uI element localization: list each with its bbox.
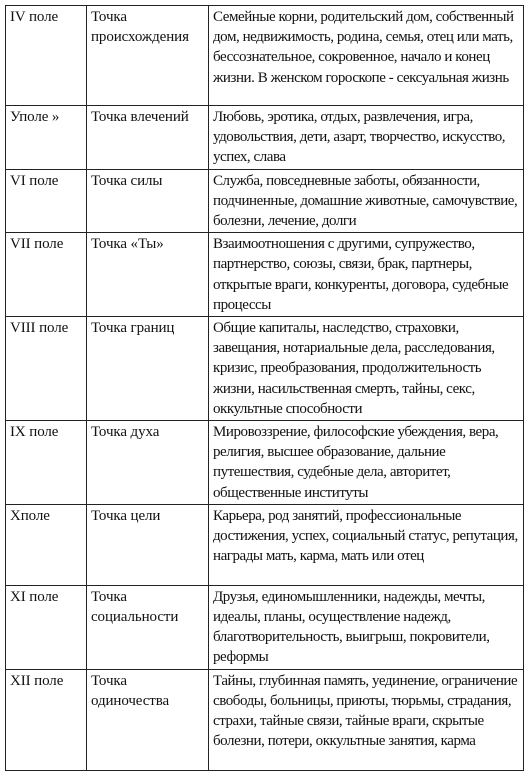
description-cell: Служба, повседневные заботы, обязанности, подчиненные, домашние животные, самочувствие, болезни, лечение, долги [209,169,524,233]
table-row [6,421,524,505]
house-cell: VIII поле [6,317,87,421]
table-row [6,106,524,170]
table-row [6,317,524,421]
house-cell: Уполе » [6,106,87,170]
houses-table [5,5,524,771]
house-cell: VII поле [6,233,87,317]
description-cell: Общие капиталы, наследство, страховки, завещания, нотариальные дела, расследования, кризис, преобразования, продолжительность жизни, насильственная смерть, тайны, секс, оккультные способности [209,317,524,421]
description-cell: Тайны, глубинная память, уединение, ограничение свободы, больницы, приюты, тюрьмы, страдания, страхи, тайные связи, тайные враги, скрытые болезни, потери, оккультные занятия, карма [209,669,524,770]
table-row [6,669,524,770]
description-cell: Мировоззрение, философские убеждения, вера, религия, высшее образование, дальние путешествия, судебные дела, авторитет, общественные институты [209,421,524,505]
point-cell: Точка «Ты» [87,233,209,317]
description-cell: Друзья, единомышленники, надежды, мечты, идеалы, планы, осуществление надежд, благотворительность, выигрыш, покровители, реформы [209,585,524,669]
point-cell: Точка цели [87,504,209,585]
table-row [6,6,524,106]
point-cell: Точка социальности [87,585,209,669]
house-cell: XI поле [6,585,87,669]
house-cell: IX поле [6,421,87,505]
house-cell: VI поле [6,169,87,233]
point-cell: Точка границ [87,317,209,421]
point-cell: Точка влечений [87,106,209,170]
point-cell: Точка одиночества [87,669,209,770]
point-cell: Точка происхождения [87,6,209,106]
house-cell: Хполе [6,504,87,585]
table-row [6,169,524,233]
table-row [6,233,524,317]
table-row [6,585,524,669]
point-cell: Точка духа [87,421,209,505]
description-cell: Взаимоотношения с другими, супружество, партнерство, союзы, связи, брак, партнеры, открытые враги, конкуренты, договора, судебные процессы [209,233,524,317]
description-cell: Карьера, род занятий, профессиональные достижения, успех, социальный статус, репутация, награды мать, карма, мать или отец [209,504,524,585]
house-cell: IV поле [6,6,87,106]
table-row [6,504,524,585]
house-cell: XII поле [6,669,87,770]
description-cell: Семейные корни, родительский дом, собственный дом, недвижимость, родина, семья, отец или мать, бессознательное, сокровенное, начало и конец жизни. В женском гороскопе - сексуальная жизнь [209,6,524,106]
description-cell: Любовь, эротика, отдых, развлечения, игра, удовольствия, дети, азарт, творчество, искусство, успех, слава [209,106,524,170]
point-cell: Точка силы [87,169,209,233]
